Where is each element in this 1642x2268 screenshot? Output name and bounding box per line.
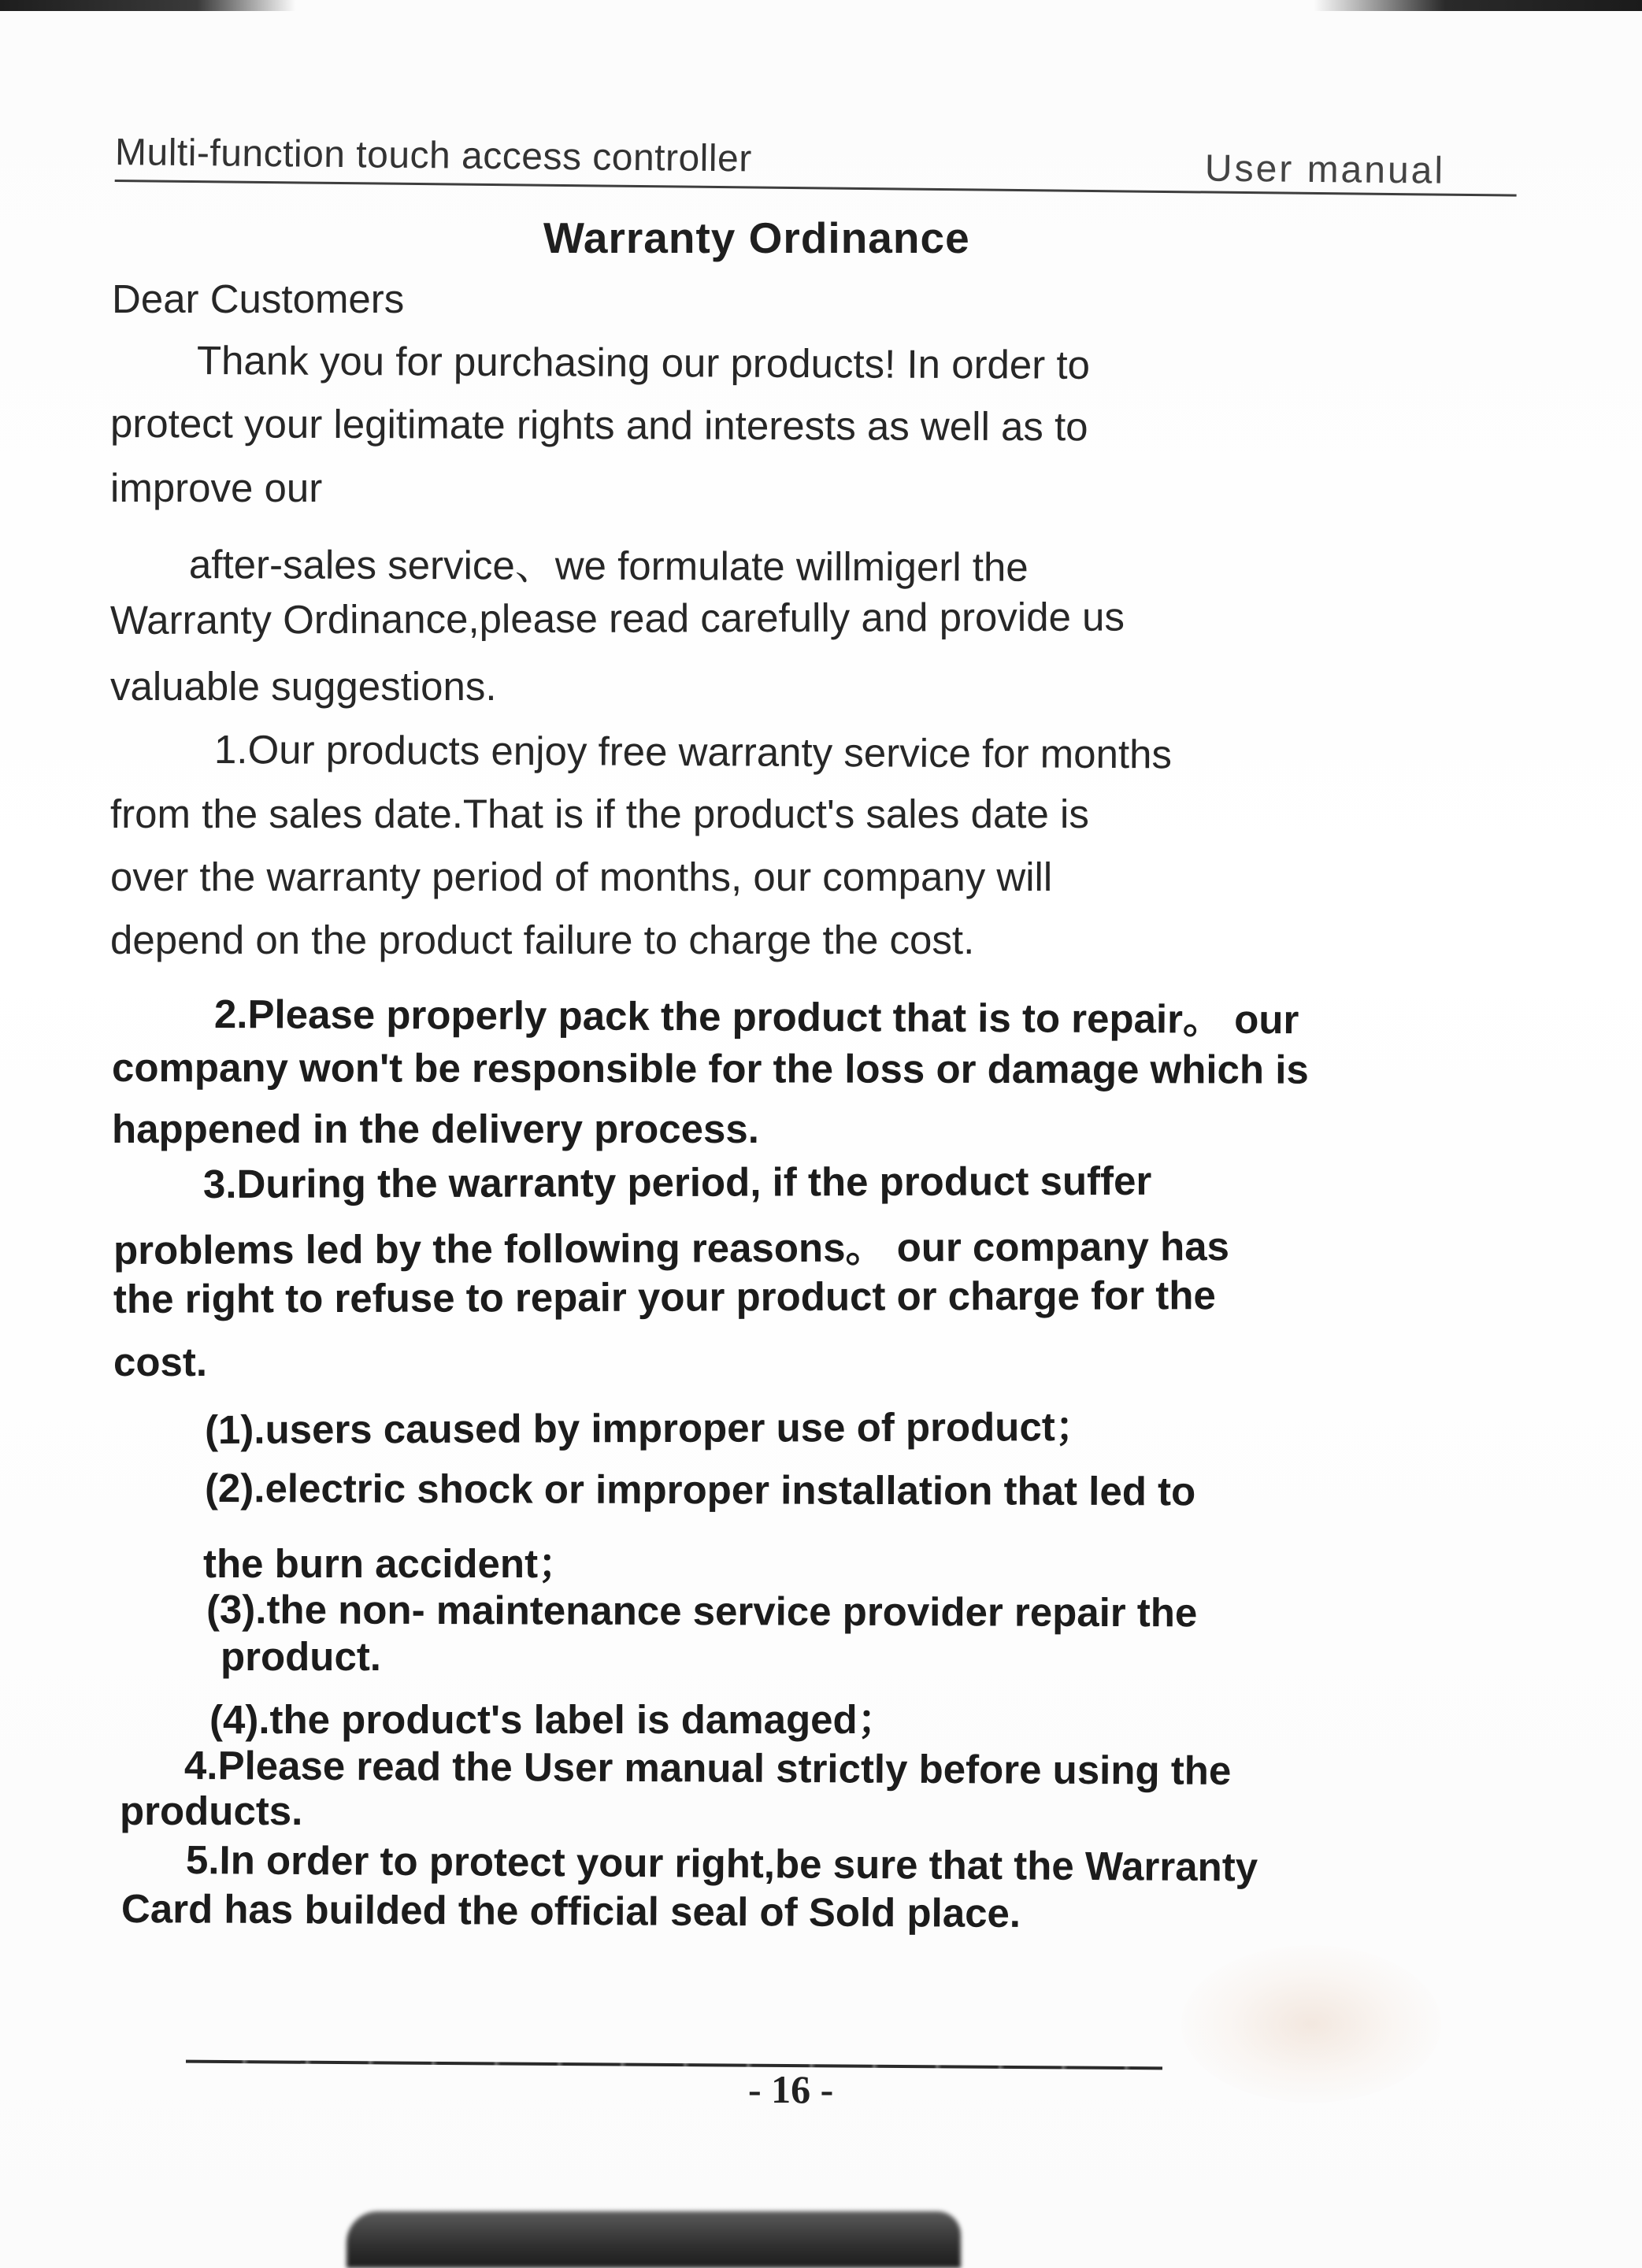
scan-shadow-bottom [347, 2211, 961, 2268]
footer-rule [186, 2060, 1162, 2070]
body-line: valuable suggestions. [110, 664, 497, 709]
body-line: Card has builded the official seal of Sold place. [120, 1886, 1021, 1936]
clause-5: 5.In order to protect your right,be sure that the Warranty [185, 1837, 1258, 1890]
body-line: over the warranty period of months, our company will [110, 854, 1053, 899]
salutation: Dear Customers [112, 276, 405, 321]
header-manual-label: User manual [1204, 147, 1446, 192]
reason-item: (4).the product's label is damaged； [209, 1697, 898, 1742]
body-line: protect your legitimate rights and interests as well as to [109, 401, 1088, 450]
body-line: the right to refuse to repair your product or charge for the [113, 1273, 1216, 1321]
running-header [115, 131, 1518, 201]
clause-3: 3.During the warranty period, if the product suffer [202, 1158, 1152, 1206]
body-line: products. [120, 1788, 303, 1833]
reason-item: (3).the non- maintenance service provider repair the [206, 1587, 1198, 1636]
body-line: problems led by the following reasons。 our company has [113, 1224, 1230, 1273]
body-line: company won't be responsible for the loss or damage which is [111, 1045, 1309, 1092]
reason-item: (2).electric shock or improper installation that led to [204, 1466, 1196, 1514]
clause-4: 4.Please read the User manual strictly before using the [183, 1743, 1232, 1793]
reason-item: product. [221, 1634, 381, 1679]
body-line: Thank you for purchasing our products! In order to [196, 338, 1091, 387]
body-line: from the sales date.That is if the product's sales date is [110, 791, 1089, 836]
reason-item: the burn accident； [203, 1541, 579, 1586]
page-number: - 16 - [748, 2067, 834, 2111]
clause-1: 1.Our products enjoy free warranty service for months [213, 727, 1173, 777]
header-product-name: Multi-function touch access controller [114, 132, 752, 180]
scan-edge-top [0, 0, 1642, 11]
body-line: after-sales service、we formulate willmigerl the [188, 542, 1029, 590]
body-line: cost. [113, 1340, 208, 1384]
body-line: Warranty Ordinance,please read carefully and provide us [109, 594, 1125, 643]
paper-stain [1181, 1945, 1441, 2103]
clause-2: 2.Please properly pack the product that is to repair。 our [213, 991, 1299, 1043]
reason-item: (1).users caused by improper use of product； [204, 1404, 1095, 1452]
body-line: depend on the product failure to charge the cost. [110, 917, 975, 962]
body-line: happened in the delivery process. [112, 1106, 759, 1151]
body-line: improve our [110, 465, 323, 510]
page-title: Warranty Ordinance [543, 213, 970, 262]
